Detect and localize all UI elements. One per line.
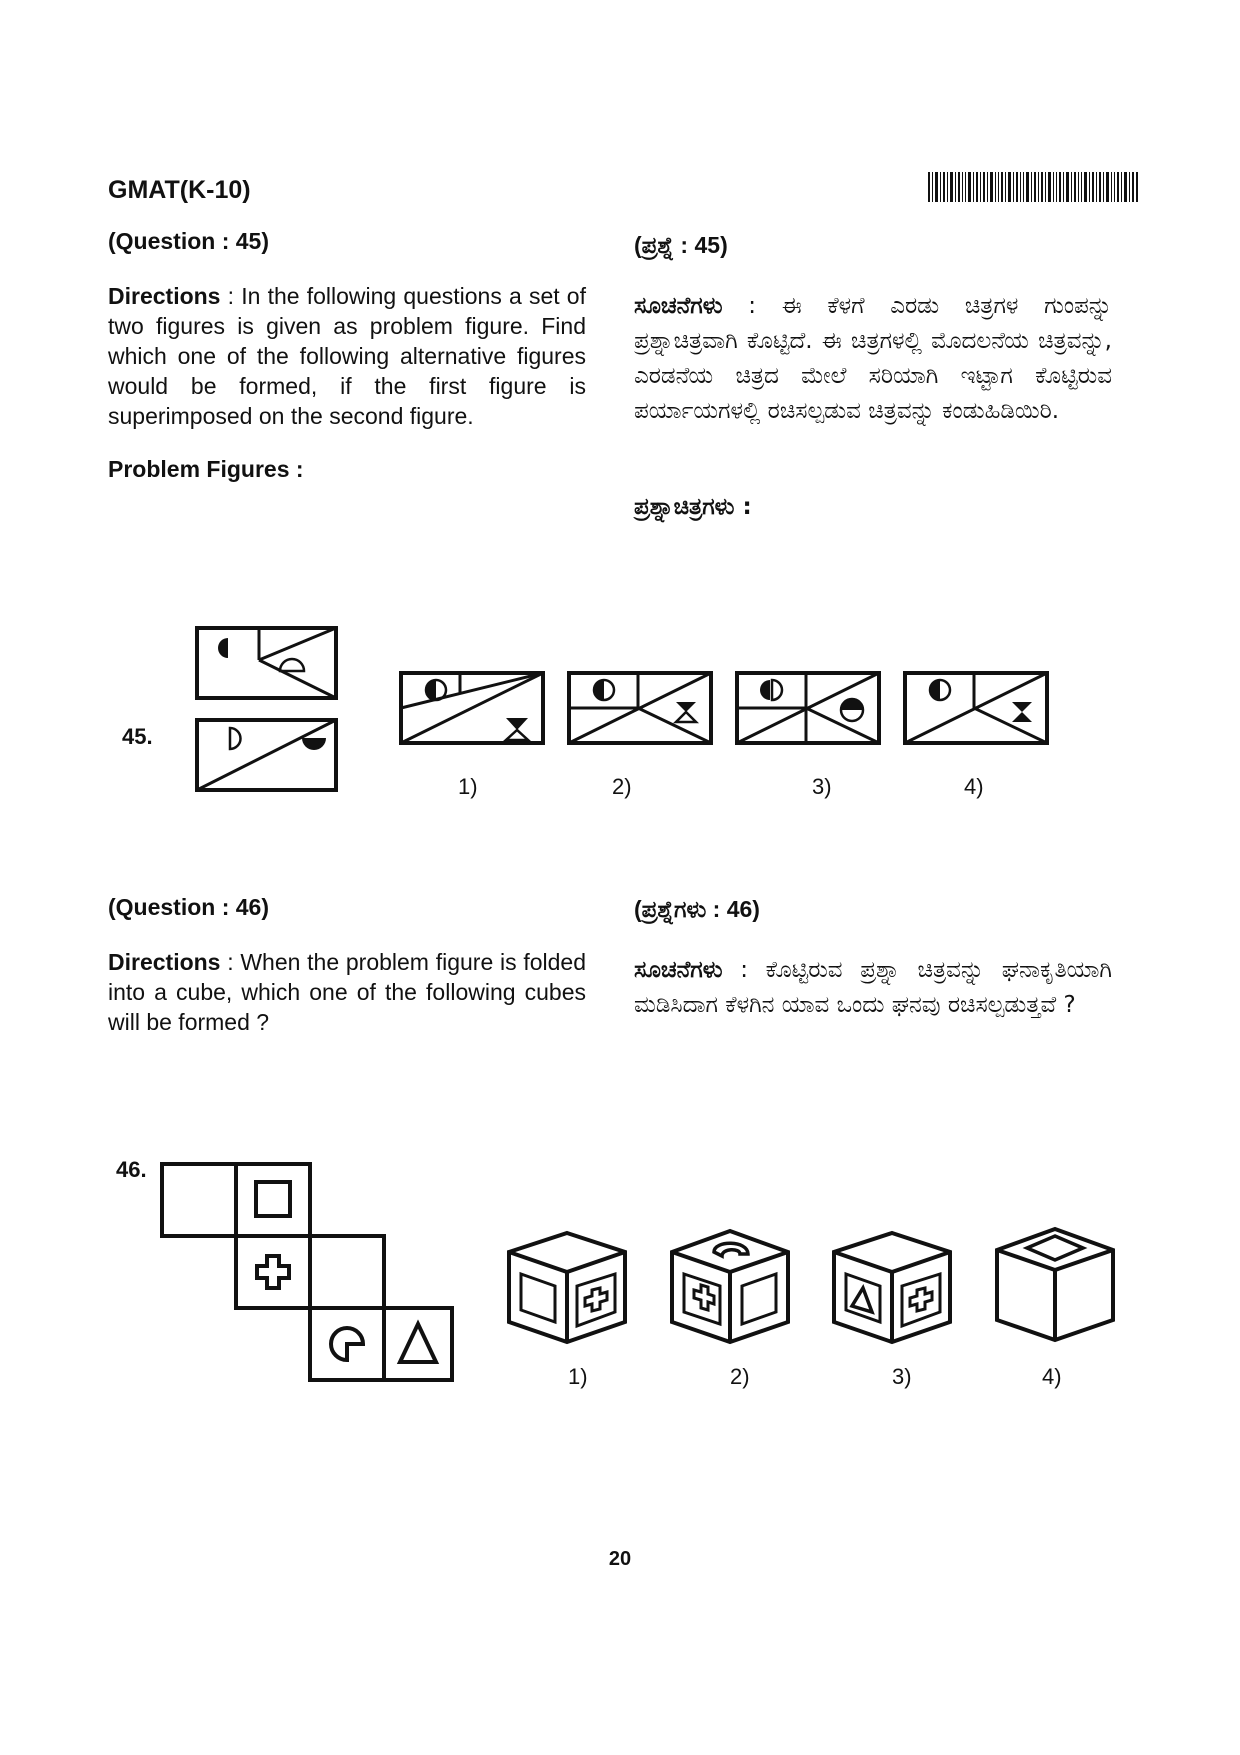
question-46-label: (Question : 46) bbox=[108, 894, 270, 920]
question-46-number: 46. bbox=[116, 1157, 147, 1182]
page-number: 20 bbox=[608, 1548, 632, 1570]
q46-cube-net bbox=[155, 1160, 455, 1385]
q46-option-1-cube[interactable] bbox=[505, 1230, 630, 1345]
q45-option-1-label: 1) bbox=[458, 774, 478, 799]
exam-code: GMAT(K-10) bbox=[108, 176, 251, 204]
q46-option-4-label: 4) bbox=[1042, 1364, 1062, 1389]
question-46-directions bbox=[108, 947, 586, 1037]
q45-option-3-label: 3) bbox=[812, 774, 832, 799]
q45-option-2-label: 2) bbox=[612, 774, 632, 799]
q45-problem-figures bbox=[190, 625, 340, 795]
q45-problem-figure-top bbox=[197, 628, 336, 698]
q45-option-2-figure[interactable] bbox=[566, 670, 714, 746]
directions-text-kannada: : ಈ ಕೆಳಗೆ ಎರಡು ಚಿತ್ರಗಳ ಗುಂಪನ್ನು ಪ್ರಶ್ನಾಚಿತ್ರವಾಗಿ ಕೊಟ್ಟಿದೆ. ಈ ಚಿತ್ರಗಳಲ್ಲಿ ಮೊದಲನೆಯ ಚಿತ್ರವನ್ನು, ಎರಡನೆಯ ಚಿತ್ರದ ಮೇಲೆ ಸರಿಯಾಗಿ ಇಟ್ಟಾಗ ಕೊಟ್ಟಿರುವ ಪರ್ಯಾಯಗಳಲ್ಲಿ ರಚಿಸಲ್ಪಡುವ ಚಿತ್ರವನ್ನು ಕಂಡುಹಿಡಿಯಿರಿ. bbox=[634, 293, 1112, 424]
question-46-directions-kannada bbox=[634, 953, 1112, 1023]
question-45-directions bbox=[108, 281, 586, 431]
question-45-label: (Question : 45) bbox=[108, 228, 270, 254]
directions-heading-kannada: ಸೂಚನೆಗಳು bbox=[634, 957, 723, 983]
directions-text: : In the following questions a set of two figures is given as problem figure. Find which one of the following alternative figures would be formed, if the first figure is superimposed on the second figure. bbox=[108, 283, 586, 429]
square-symbol bbox=[256, 1182, 290, 1216]
barcode bbox=[928, 172, 1138, 202]
question-46-label-kannada: (ಪ್ರಶ್ನೆಗಳು : 46) bbox=[634, 896, 760, 922]
directions-text: : When the problem figure is folded into a cube, which one of the following cubes will be formed ? bbox=[108, 949, 586, 1035]
q46-option-3-label: 3) bbox=[892, 1364, 912, 1389]
q46-option-1-label: 1) bbox=[568, 1364, 588, 1389]
q46-option-3-cube[interactable] bbox=[830, 1230, 955, 1345]
directions-text-kannada: : ಕೊಟ್ಟಿರುವ ಪ್ರಶ್ನಾ ಚಿತ್ರವನ್ನು ಘನಾಕೃತಿಯಾಗಿ ಮಡಿಸಿದಾಗ ಕೆಳಗಿನ ಯಾವ ಒಂದು ಘನವು ರಚಿಸಲ್ಪಡುತ್ತವೆ ? bbox=[634, 957, 1112, 1018]
cross-symbol bbox=[257, 1256, 289, 1288]
q45-option-4-label: 4) bbox=[964, 774, 984, 799]
q46-option-2-cube[interactable] bbox=[668, 1228, 793, 1345]
q45-problem-figure-bottom bbox=[197, 720, 336, 790]
question-45-label-kannada: (ಪ್ರಶ್ನೆ : 45) bbox=[634, 232, 728, 258]
problem-figures-label-kannada: ಪ್ರಶ್ನಾಚಿತ್ರಗಳು : bbox=[634, 494, 752, 520]
three-quarter-circle-symbol bbox=[331, 1328, 363, 1360]
q46-option-2-label: 2) bbox=[730, 1364, 750, 1389]
question-45-number: 45. bbox=[122, 724, 153, 749]
question-45-directions-kannada bbox=[634, 289, 1112, 429]
q45-option-4-figure[interactable] bbox=[902, 670, 1050, 746]
directions-heading: Directions bbox=[108, 283, 221, 309]
triangle-symbol bbox=[400, 1324, 436, 1362]
directions-heading-kannada: ಸೂಚನೆಗಳು bbox=[634, 293, 723, 319]
q45-option-3-figure[interactable] bbox=[734, 670, 882, 746]
directions-heading: Directions bbox=[108, 949, 221, 975]
q46-option-4-cube[interactable] bbox=[993, 1226, 1118, 1343]
problem-figures-label: Problem Figures : bbox=[108, 456, 304, 482]
q45-option-1-figure[interactable] bbox=[398, 670, 546, 746]
